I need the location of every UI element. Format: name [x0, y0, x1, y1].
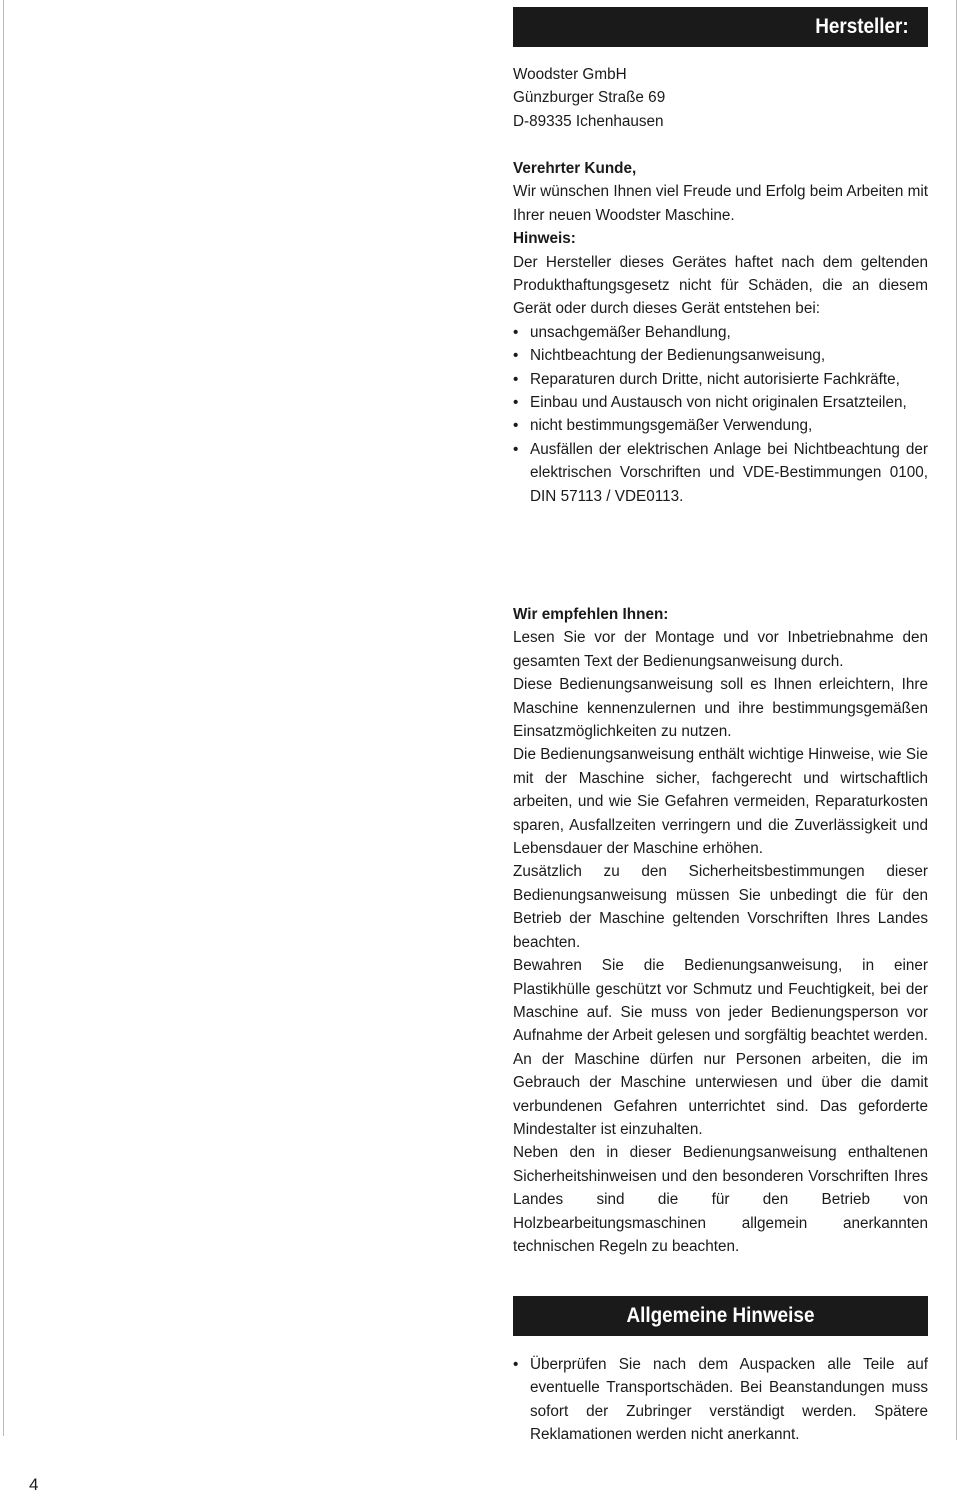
- recommend-paragraph: Zusätzlich zu den Sicherheitsbestimmungen dieser Bedienungsanweisung müssen Sie unbedingt die für den Betrieb der Maschine geltenden Vorschriften Ihres Landes beachten.: [513, 863, 928, 951]
- list-item: • Reparaturen durch Dritte, nicht autorisierte Fachkräfte,: [513, 368, 928, 391]
- manufacturer-title: Hersteller:: [815, 15, 909, 38]
- right-margin-rule: [956, 0, 957, 1440]
- general-notes-title: Allgemeine Hinweise: [626, 1304, 815, 1327]
- recommend-paragraph: Diese Bedienungsanweisung soll es Ihnen erleichtern, Ihre Maschine kennenzulernen und ihre bestimmungsgemäßen Einsatzmöglichkeiten zu nutzen.: [513, 676, 928, 741]
- general-notes-header: [513, 1296, 928, 1336]
- address-line: D-89335 Ichenhausen: [513, 112, 664, 130]
- list-item: • nicht bestimmungsgemäßer Verwendung,: [513, 414, 928, 437]
- salutation: Verehrter Kunde,: [513, 160, 637, 177]
- manufacturer-header: [513, 7, 928, 47]
- recommend-heading: Wir empfehlen Ihnen:: [513, 606, 669, 623]
- greeting-and-notice: [513, 157, 928, 508]
- notice-heading: Hinweis:: [513, 230, 576, 248]
- address-line: Woodster GmbH: [513, 66, 627, 83]
- manufacturer-address: [513, 63, 928, 133]
- recommend-paragraph: Lesen Sie vor der Montage und vor Inbetriebnahme den gesamten Text der Bedienungsanweisung durch.: [513, 629, 928, 670]
- list-item: • Einbau und Austausch von nicht originalen Ersatzteilen,: [513, 391, 928, 414]
- list-item: • Überprüfen Sie nach dem Auspacken alle Teile auf eventuelle Transportschäden. Bei Beanstandungen muss sofort der Zubringer verständigt werden. Spätere Reklamationen werden nicht anerkannt.: [513, 1353, 928, 1447]
- recommend-paragraph: Die Bedienungsanweisung enthält wichtige Hinweise, wie Sie mit der Maschine sicher, fachgerecht und wirtschaftlich arbeiten, und wie Sie Gefahren vermeiden, Reparaturkosten sparen, Ausfallzeiten verringern und die Zuverlässigkeit und Lebensdauer der Maschine erhöhen.: [513, 746, 928, 858]
- left-margin-rule: [3, 0, 4, 1436]
- liability-list: [513, 321, 928, 508]
- general-notes: [513, 1353, 928, 1447]
- recommendations: [513, 603, 928, 1258]
- address-line: Günzburger Straße 69: [513, 89, 666, 107]
- notice-intro: Der Hersteller dieses Gerätes haftet nach dem geltenden Produkthaftungsgesetz nicht für Schäden, die an diesem Gerät oder durch dieses Gerät entstehen bei:: [513, 253, 928, 318]
- greeting-text: Wir wünschen Ihnen viel Freude und Erfolg beim Arbeiten mit Ihrer neuen Woodster Maschine.: [513, 183, 928, 224]
- general-notes-list: [513, 1353, 928, 1447]
- list-item: • unsachgemäßer Behandlung,: [513, 321, 928, 344]
- recommend-paragraph: Bewahren Sie die Bedienungsanweisung, in einer Plastikhülle geschützt vor Schmutz und Feuchtigkeit, bei der Maschine auf. Sie muss von jeder Bedienungsperson vor Aufnahme der Arbeit gelesen und sorgfältig beachtet werden. An der Maschine dürfen nur Personen arbeiten, die im Gebrauch der Maschine unterwiesen und über die damit verbundenen Gefahren unterrichtet sind. Das geforderte Mindestalter ist einzuhalten.: [513, 957, 928, 1138]
- page-number: 4: [29, 1475, 39, 1494]
- list-item: • Nichtbeachtung der Bedienungsanweisung,: [513, 344, 928, 367]
- recommend-paragraph: Neben den in dieser Bedienungsanweisung enthaltenen Sicherheitshinweisen und den besonderen Vorschriften Ihres Landes sind die für den Betrieb von Holzbearbeitungsmaschinen allgemein anerkannten technischen Regeln zu beachten.: [513, 1144, 928, 1255]
- list-item: • Ausfällen der elektrischen Anlage bei Nichtbeachtung der elektrischen Vorschriften und VDE-Bestimmungen 0100, DIN 57113 / VDE0113.: [513, 438, 928, 508]
